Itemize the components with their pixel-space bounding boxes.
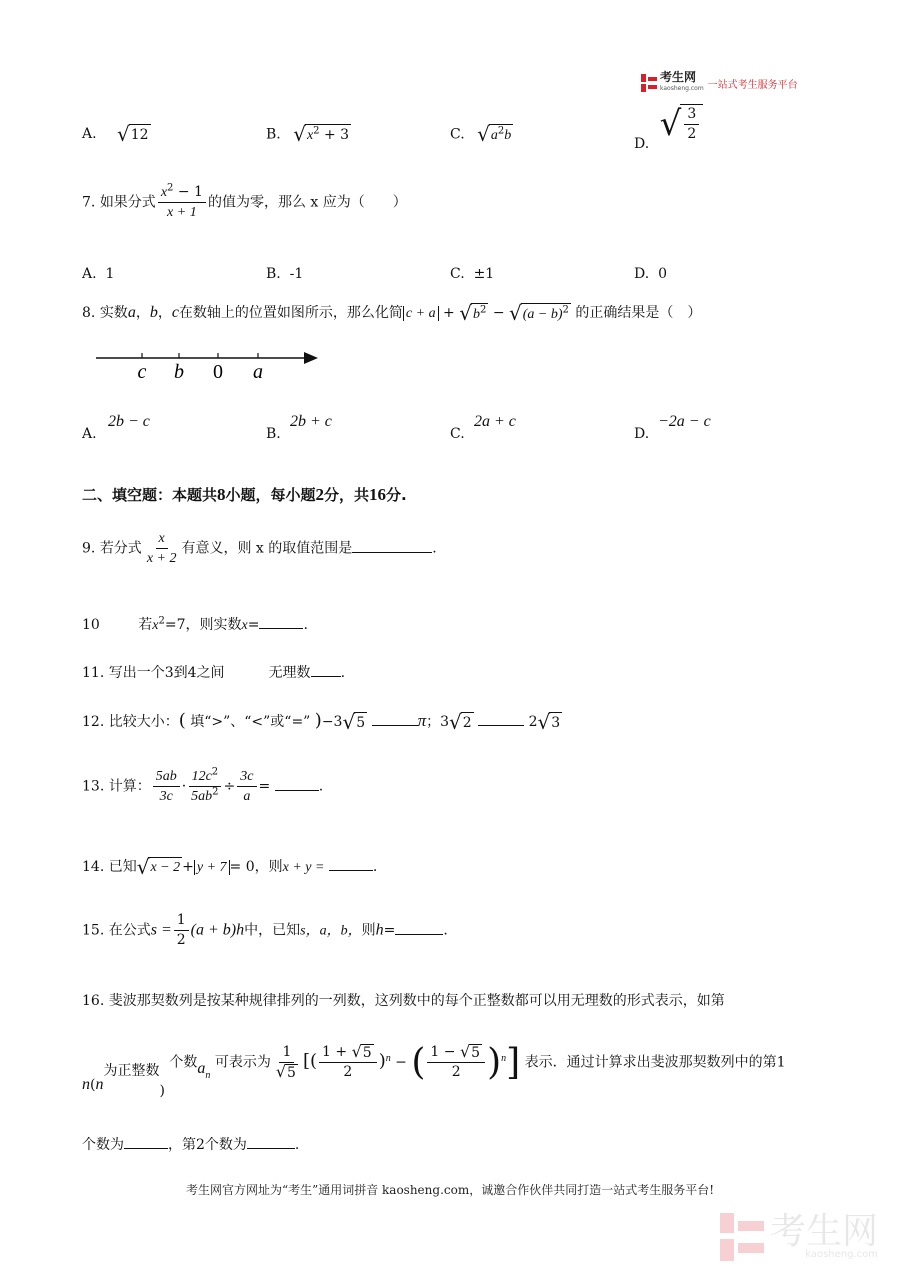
footer-text: 考生网官方网址为“考生”通用词拼音 kaosheng.com，诚邀合作伙伴共同打造一站式考生服务平台! (185, 1183, 715, 1197)
q8-option-b: B. (266, 426, 281, 442)
question-16-line-3: 个数为 ，第2个数为 . (82, 1137, 300, 1153)
question-9: 9. 若分式 $\frac{x}{x + 2}$ 有意义，则 x 的取值范围是 . (82, 531, 437, 566)
q11-answer-blank[interactable] (311, 664, 341, 677)
sqrt-a2b: √ $a^2b$ (477, 122, 512, 146)
number-line (94, 350, 320, 384)
sqrt-a-minus-b-squared: √ $(a - b)^2$ (509, 300, 569, 325)
q9-fraction: $\frac{x}{x + 2}$ (146, 531, 177, 566)
question-11: 11. 写出一个3到4之间 无理数 . (82, 665, 346, 681)
logo-site-domain: kaosheng.com (660, 85, 704, 92)
q12-blank-2[interactable] (478, 713, 524, 726)
q16-fraction-1: 1 + √ 5 2 (319, 1044, 377, 1081)
number-line-arrow-icon (304, 352, 318, 364)
logo-mark-icon (641, 74, 657, 92)
abs-c-plus-a: c + a (403, 306, 439, 321)
q8-option-c: C. (450, 426, 465, 442)
q6-option-d: D. √ $\frac{3}{2}$ (634, 104, 703, 144)
label-c: c (137, 361, 147, 383)
logo-tagline: 一站式考生服务平台 (707, 79, 798, 91)
q8-option-d: D. (634, 426, 650, 442)
label-b: b (174, 361, 184, 383)
q13-fraction-3: $\frac{3c}{a}$ (237, 768, 256, 805)
header-logo (641, 72, 798, 94)
q13-fraction-1: $\frac{5ab}{3c}$ (153, 768, 180, 805)
sqrt-5: √ 5 (342, 710, 366, 734)
q15-fraction-half: $\frac{1}{2}$ (174, 912, 189, 949)
q16-coefficient: 1 √ 5 (275, 1044, 296, 1081)
q16-fraction-2: 1 − √ 5 2 (427, 1044, 485, 1081)
q16-blank-2[interactable] (247, 1136, 295, 1149)
q9-answer-blank[interactable] (352, 540, 432, 553)
question-8: 8. 实数a，b，c在数轴上的位置如图所示，那么化简 c + a + √ $b^2$ − √ $(a - b)^2$ 的正确结果是（ ） (82, 300, 702, 325)
sqrt-x-minus-2: √ x − 2 (136, 855, 181, 879)
watermark-text: 考生网 (769, 1211, 878, 1252)
watermark-domain: kaosheng.com (805, 1249, 878, 1260)
sqrt-3-over-2: √ $\frac{3}{2}$ (660, 104, 704, 144)
q8-option-b-text: 2b + c (290, 413, 332, 430)
q6-option-a: A. √ 12 (82, 122, 149, 146)
q7-option-b: B. -1 (266, 266, 304, 282)
q8-option-a: A. (82, 426, 97, 442)
question-16-line-1: 16. 斐波那契数列是按某种规律排列的一列数，这列数中的每个正整数都可以用无理数的形式表示，如第 (82, 993, 725, 1009)
q13-fraction-2: $\frac{12c^2}{5ab^2}$ (188, 768, 221, 805)
sqrt-2: √ 2 (449, 710, 472, 734)
q10-answer-blank[interactable] (259, 616, 303, 629)
logo-site-name: 考生网 kaosheng.com (660, 70, 704, 92)
q6-option-b: B. √ $x^2 + 3$ (266, 122, 350, 146)
section-2-heading: 二、填空题：本题共8小题，每小题2分，共16分. (82, 485, 407, 504)
q8-option-c-text: 2a + c (474, 413, 516, 430)
q12-blank-1[interactable] (372, 713, 418, 726)
q7-fraction: $\frac{x^2 - 1}{x + 1}$ (158, 184, 206, 221)
question-12: 12. 比较大小：( 填“>”、“<”或“=” )−3 √ 5 π；3 √ 2 2 √ 3 (82, 710, 561, 734)
sqrt-3: √ 3 (537, 710, 561, 734)
q16-blank-1[interactable] (124, 1136, 168, 1149)
sqrt-12: √ 12 (117, 122, 149, 146)
q6-option-c: C. √ $a^2b$ (450, 122, 512, 146)
abs-y-plus-7: y + 7 (194, 860, 230, 875)
question-14: 14. 已知 √ x − 2 + y + 7 = 0，则x + y = . (82, 855, 378, 879)
sqrt-b2: √ $b^2$ (459, 300, 487, 325)
question-13: 13. 计算： $\frac{5ab}{3c}$ · $\frac{12c^2}{5ab^2}$ ÷ $\frac{3c}{a}$ = . (82, 766, 324, 804)
q7-option-d: D. 0 (634, 266, 668, 282)
question-15: 15. 在公式s = $\frac{1}{2}$ (a + b)h中，已知s，a，b，则h= . (82, 912, 448, 948)
question-16-line-2: n(n为正整数) 个数$a_n$ 可表示为 1 √ 5 [( 1 + √ 5 2 )$^n$ − ( 1 − √ 5 2 )$^n$] 表示．通过计算求出斐波那契数列中的第1 (82, 1042, 786, 1099)
watermark-logo-icon (720, 1213, 764, 1261)
watermark (720, 1213, 878, 1261)
question-7: 7. 如果分式 $\frac{x^2 - 1}{x + 1}$ 的值为零，那么 x 应为（ ） (82, 182, 407, 220)
label-a: a (253, 361, 263, 383)
q13-answer-blank[interactable] (275, 778, 319, 791)
q14-answer-blank[interactable] (329, 858, 373, 871)
q8-option-d-text: −2a − c (658, 413, 711, 430)
sqrt-x2-plus-3: √ $x^2 + 3$ (293, 122, 350, 146)
label-0: 0 (213, 361, 223, 383)
q7-option-c: C. ±1 (450, 266, 495, 282)
question-10: 10 若$x^2=7$，则实数x= . (82, 615, 308, 633)
q8-option-a-text: 2b − c (108, 413, 150, 430)
q7-option-a: A. 1 (82, 266, 115, 282)
q15-answer-blank[interactable] (395, 922, 443, 935)
